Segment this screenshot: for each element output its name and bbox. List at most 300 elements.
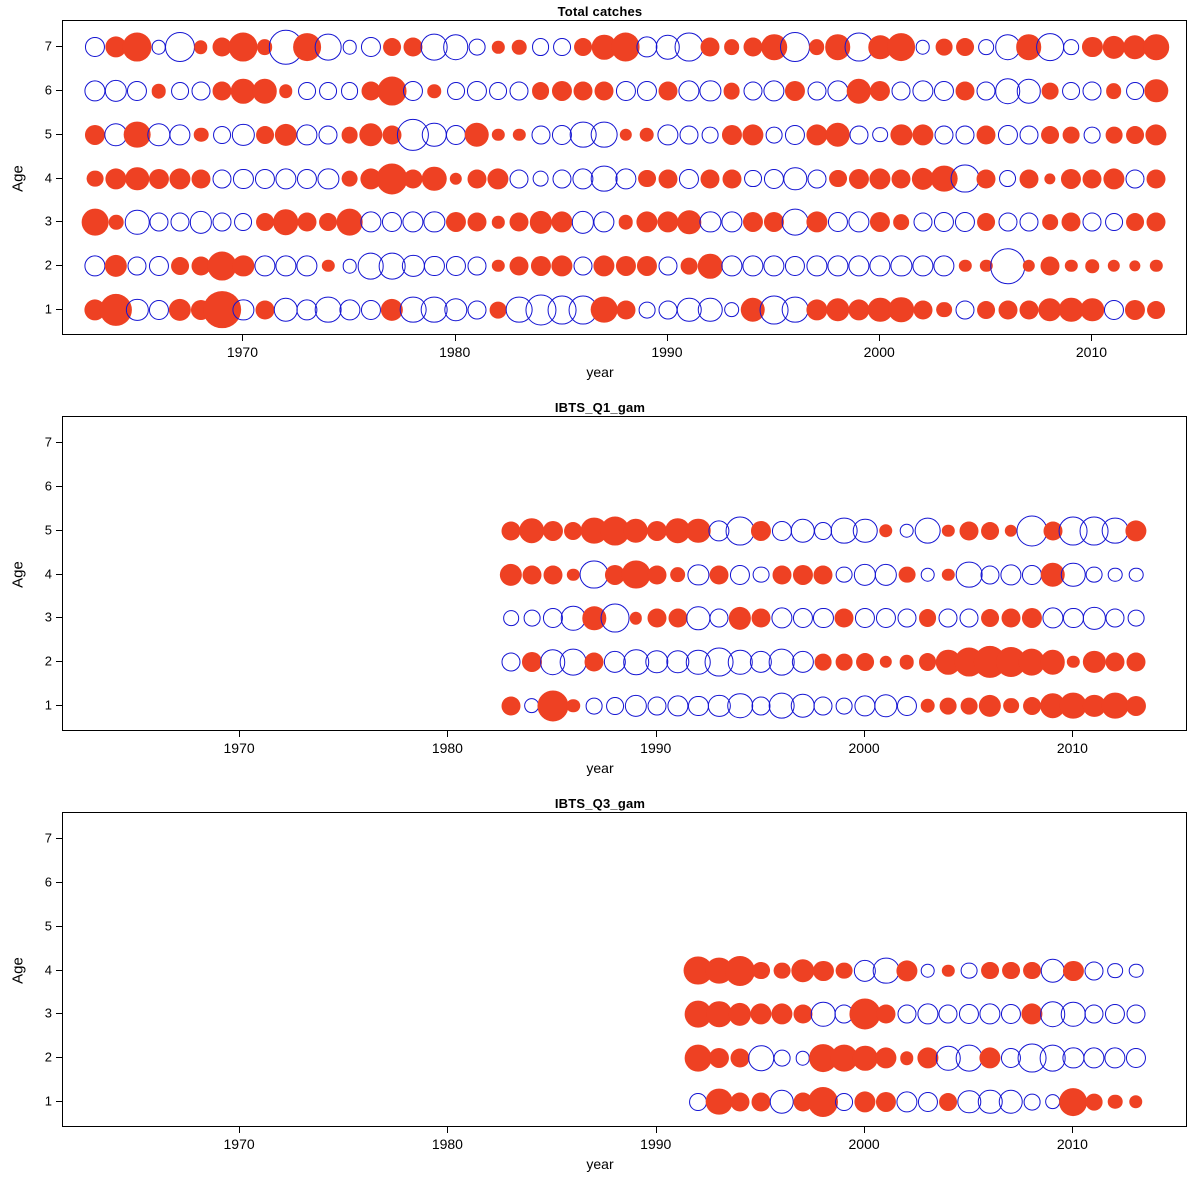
x-tick-label: 1990 <box>651 344 683 360</box>
residual-bubble <box>591 121 618 148</box>
residual-bubble <box>585 653 604 672</box>
residual-bubble <box>512 40 527 55</box>
residual-bubble <box>574 38 592 56</box>
residual-bubble <box>171 257 189 275</box>
residual-bubble <box>827 255 848 276</box>
residual-bubble <box>1086 259 1100 273</box>
residual-bubble <box>1063 608 1083 628</box>
residual-bubble <box>647 696 666 715</box>
x-tick-mark <box>879 335 880 341</box>
residual-bubble <box>1042 83 1059 100</box>
residual-bubble <box>1019 169 1038 188</box>
y-tick-label: 4 <box>44 962 52 977</box>
residual-bubble <box>194 127 209 142</box>
residual-bubble <box>467 300 486 319</box>
y-tick-label: 7 <box>44 830 52 846</box>
residual-bubble <box>594 212 615 233</box>
residual-bubble <box>1129 260 1140 271</box>
residual-bubble <box>870 212 890 232</box>
residual-bubble <box>934 81 954 101</box>
residual-bubble <box>553 38 571 56</box>
residual-bubble <box>811 1002 836 1027</box>
y-tick-label: 6 <box>44 82 52 98</box>
residual-bubble <box>920 698 935 713</box>
residual-bubble <box>981 565 1000 584</box>
residual-bubble <box>359 123 382 146</box>
residual-bubble <box>1041 126 1059 144</box>
residual-bubble <box>1126 1048 1146 1068</box>
residual-bubble <box>342 40 357 55</box>
residual-bubble <box>318 168 339 189</box>
residual-bubble <box>933 255 954 276</box>
residual-bubble <box>298 82 316 100</box>
residual-bubble <box>446 212 466 232</box>
residual-bubble <box>537 690 568 721</box>
panel-ibts-q3-gam <box>0 792 1200 1187</box>
residual-bubble <box>876 1005 895 1024</box>
residual-bubble <box>501 653 520 672</box>
residual-bubble <box>875 1047 896 1068</box>
x-tick-label: 1990 <box>640 740 672 756</box>
residual-bubble <box>912 124 933 145</box>
residual-bubble <box>361 300 381 320</box>
residual-bubble <box>806 212 827 233</box>
residual-bubble <box>1061 1002 1086 1027</box>
residual-bubble <box>552 169 571 188</box>
x-tick-label: 2010 <box>1056 740 1088 756</box>
residual-bubble <box>1083 607 1105 629</box>
residual-bubble <box>465 123 490 148</box>
residual-bubble <box>1147 301 1165 319</box>
residual-bubble <box>688 564 709 585</box>
residual-bubble <box>275 124 297 146</box>
residual-bubble <box>998 300 1017 319</box>
residual-bubble <box>510 257 529 276</box>
residual-bubble <box>322 260 334 272</box>
residual-bubble <box>892 82 911 101</box>
residual-bubble <box>795 1051 810 1066</box>
residual-bubble <box>870 168 891 189</box>
residual-bubble <box>621 560 650 589</box>
residual-bubble <box>1104 300 1124 320</box>
residual-bubble <box>979 695 1001 717</box>
residual-bubble <box>1023 1093 1040 1110</box>
residual-bubble <box>1084 126 1101 143</box>
residual-bubble <box>360 212 381 233</box>
residual-bubble <box>710 609 729 628</box>
residual-bubble <box>689 1093 707 1111</box>
x-tick-mark <box>864 731 865 737</box>
y-tick-mark <box>56 661 62 662</box>
residual-bubble <box>591 296 618 323</box>
residual-bubble <box>872 127 888 143</box>
x-tick-mark <box>667 335 668 341</box>
y-tick-mark <box>56 1013 62 1014</box>
residual-bubble <box>1022 608 1042 628</box>
residual-bubble <box>771 1004 792 1025</box>
y-tick-mark <box>56 882 62 883</box>
residual-bubble <box>1022 564 1042 584</box>
residual-bubble <box>84 80 105 101</box>
residual-bubble <box>84 255 105 276</box>
x-tick-mark <box>242 335 243 341</box>
residual-bubble <box>730 564 750 584</box>
residual-bubble <box>1129 567 1144 582</box>
residual-bubble <box>900 1051 914 1065</box>
residual-bubble <box>637 256 657 276</box>
residual-bubble <box>743 82 762 101</box>
residual-bubble <box>123 33 152 62</box>
residual-bubble <box>806 299 827 320</box>
residual-bubble <box>501 521 520 540</box>
residual-bubble <box>1083 82 1102 101</box>
residual-bubble <box>315 296 342 323</box>
panel-ibts-q1-gam <box>0 396 1200 786</box>
residual-bubble <box>1023 260 1035 272</box>
residual-bubble <box>341 170 358 187</box>
residual-bubble <box>1019 125 1038 144</box>
residual-bubble <box>147 123 170 146</box>
residual-bubble <box>731 1092 750 1111</box>
residual-bubble <box>729 607 751 629</box>
residual-bubble <box>793 608 813 628</box>
y-tick-label: 1 <box>44 1093 52 1109</box>
residual-bubble <box>748 1045 774 1071</box>
residual-bubble <box>1107 963 1123 979</box>
residual-bubble <box>488 168 509 189</box>
panel-total-catches <box>0 0 1200 390</box>
residual-bubble <box>342 259 357 274</box>
residual-bubble <box>891 255 912 276</box>
residual-bubble <box>827 80 848 101</box>
residual-bubble <box>1108 1094 1123 1109</box>
residual-bubble <box>942 525 954 537</box>
residual-bubble <box>319 82 337 100</box>
residual-bubble <box>913 213 932 232</box>
residual-bubble <box>914 517 941 544</box>
residual-bubble <box>853 1046 878 1071</box>
residual-bubble <box>543 521 563 541</box>
residual-bubble <box>1002 962 1020 980</box>
residual-bubble <box>279 84 293 98</box>
residual-bubble <box>1128 610 1145 627</box>
residual-bubble <box>428 84 442 98</box>
residual-bubble <box>793 1005 812 1024</box>
residual-bubble <box>854 1091 875 1112</box>
y-tick-label: 7 <box>44 434 52 450</box>
residual-bubble <box>1083 169 1102 188</box>
residual-bubble <box>896 960 917 981</box>
residual-bubble <box>639 127 654 142</box>
residual-bubble <box>532 82 550 100</box>
residual-bubble <box>934 125 953 144</box>
residual-bubble <box>551 255 572 276</box>
residual-bubble <box>939 1093 957 1111</box>
residual-bubble <box>836 697 853 714</box>
residual-bubble <box>594 255 615 276</box>
residual-bubble <box>853 519 878 544</box>
residual-bubble <box>790 694 815 719</box>
residual-bubble <box>751 521 771 541</box>
residual-bubble <box>297 168 317 188</box>
x-tick-label: 1980 <box>431 740 463 756</box>
residual-bubble <box>85 37 105 57</box>
residual-bubble <box>361 37 381 57</box>
residual-bubble <box>898 566 915 583</box>
residual-bubble <box>813 608 833 628</box>
residual-bubble <box>567 568 579 580</box>
x-tick-label: 2000 <box>863 344 895 360</box>
y-tick-mark <box>56 530 62 531</box>
residual-bubble <box>835 1093 853 1111</box>
residual-bubble <box>519 518 545 544</box>
x-tick-label: 2000 <box>848 1136 880 1152</box>
residual-bubble <box>977 169 996 188</box>
residual-bubble <box>274 298 299 323</box>
residual-bubble <box>807 169 826 188</box>
residual-bubble <box>148 256 168 276</box>
y-tick-mark <box>56 90 62 91</box>
residual-bubble <box>771 608 792 629</box>
y-tick-mark <box>56 46 62 47</box>
residual-bubble <box>1063 39 1079 55</box>
residual-bubble <box>1000 564 1021 585</box>
residual-bubble <box>1082 37 1102 57</box>
residual-bubble <box>1102 692 1129 719</box>
residual-bubble <box>912 255 933 276</box>
residual-bubble <box>297 124 318 145</box>
residual-bubble <box>636 212 657 233</box>
residual-bubble <box>1105 1004 1125 1024</box>
residual-bubble <box>1063 1047 1084 1068</box>
residual-bubble <box>780 32 810 62</box>
y-tick-label: 3 <box>44 609 52 625</box>
residual-bubble <box>492 260 504 272</box>
residual-bubble <box>912 80 933 101</box>
residual-bubble <box>951 164 980 193</box>
residual-bubble <box>721 255 742 276</box>
residual-bubble <box>492 129 504 141</box>
residual-bubble <box>551 212 572 233</box>
residual-bubble <box>1108 567 1123 582</box>
residual-bubble <box>1106 609 1125 628</box>
residual-bubble <box>1126 696 1146 716</box>
residual-bubble <box>606 697 624 715</box>
residual-bubble <box>677 211 700 234</box>
y-axis-label: Age <box>9 957 27 984</box>
residual-bubble <box>751 609 770 628</box>
residual-bubble <box>647 609 666 628</box>
residual-bubble <box>298 213 317 232</box>
y-tick-label: 3 <box>44 213 52 229</box>
residual-bubble <box>492 216 504 228</box>
residual-bubble <box>522 565 541 584</box>
residual-bubble <box>1061 562 1086 587</box>
residual-bubble <box>233 255 254 276</box>
residual-bubble <box>899 523 914 538</box>
y-tick-label: 2 <box>44 653 52 669</box>
residual-bubble <box>513 129 525 141</box>
residual-bubble <box>806 255 827 276</box>
residual-bubble <box>543 608 563 628</box>
residual-bubble <box>522 652 542 672</box>
residual-bubble <box>936 302 952 318</box>
residual-bubble <box>685 1045 712 1072</box>
x-axis-label: year <box>586 760 614 776</box>
residual-bubble <box>874 694 897 717</box>
residual-bubble <box>1143 34 1169 60</box>
residual-bubble <box>829 170 847 188</box>
residual-bubble <box>942 964 954 976</box>
residual-bubble <box>86 170 103 187</box>
residual-bubble <box>934 212 954 232</box>
y-tick-label: 5 <box>44 126 52 142</box>
residual-bubble <box>1036 33 1064 61</box>
residual-bubble <box>847 79 872 104</box>
residual-bubble <box>500 563 522 585</box>
residual-bubble <box>1103 168 1124 189</box>
residual-bubble <box>770 1090 795 1115</box>
residual-bubble <box>490 301 507 318</box>
residual-bubble <box>1126 213 1144 231</box>
residual-bubble <box>1103 36 1125 58</box>
residual-bubble <box>1083 651 1105 673</box>
residual-bubble <box>213 126 231 144</box>
residual-bubble <box>814 696 833 715</box>
residual-bubble <box>618 215 633 230</box>
residual-bubble <box>1062 82 1080 100</box>
x-tick-mark <box>864 1127 865 1133</box>
residual-bubble <box>763 255 784 276</box>
residual-bubble <box>791 959 814 982</box>
residual-bubble <box>896 1091 917 1112</box>
residual-bubble <box>560 649 587 676</box>
residual-bubble <box>1081 298 1104 321</box>
panel-title: IBTS_Q3_gam <box>554 796 646 811</box>
residual-bubble <box>879 524 893 538</box>
residual-bubble <box>915 40 930 55</box>
residual-bubble <box>424 212 445 233</box>
residual-bubble <box>232 124 254 146</box>
y-tick-mark <box>56 221 62 222</box>
residual-bubble <box>1045 1094 1061 1110</box>
residual-bubble <box>574 257 593 276</box>
residual-bubble <box>679 168 699 188</box>
residual-bubble <box>194 41 208 55</box>
residual-bubble <box>828 212 848 232</box>
x-tick-label: 1970 <box>226 344 258 360</box>
x-tick-mark <box>447 1127 448 1133</box>
residual-bubble <box>724 302 740 318</box>
residual-bubble <box>999 170 1017 188</box>
residual-bubble <box>1086 1093 1103 1110</box>
y-tick-mark <box>56 442 62 443</box>
y-tick-label: 4 <box>44 566 52 581</box>
residual-bubble <box>85 125 105 145</box>
residual-bubble <box>961 962 978 979</box>
residual-bubble <box>782 209 809 236</box>
residual-bubble <box>615 168 636 189</box>
residual-bubble <box>126 299 148 321</box>
residual-bubble <box>1019 300 1038 319</box>
residual-bubble <box>935 39 952 56</box>
plot-area <box>62 416 1187 731</box>
residual-bubble <box>403 81 423 101</box>
residual-bubble <box>960 609 979 628</box>
residual-bubble <box>956 38 974 56</box>
residual-bubble <box>1104 1047 1125 1068</box>
residual-bubble <box>657 212 678 233</box>
residual-bubble <box>1105 126 1122 143</box>
residual-bubble <box>1001 609 1020 628</box>
residual-bubble <box>378 77 407 106</box>
residual-bubble <box>1085 1005 1104 1024</box>
residual-bubble <box>680 125 699 144</box>
y-tick-mark <box>56 134 62 135</box>
residual-bubble <box>1042 608 1063 629</box>
residual-bubble <box>315 34 342 61</box>
residual-bubble <box>722 169 741 188</box>
residual-bubble <box>981 522 999 540</box>
x-tick-label: 1980 <box>439 344 471 360</box>
residual-bubble <box>1125 520 1146 541</box>
residual-bubble <box>814 522 832 540</box>
residual-bubble <box>532 38 550 56</box>
residual-bubble <box>1041 257 1060 276</box>
x-tick-label: 1970 <box>223 740 255 756</box>
residual-bubble <box>753 566 770 583</box>
y-tick-label: 7 <box>44 38 52 54</box>
y-tick-label: 1 <box>44 697 52 713</box>
x-tick-mark <box>455 335 456 341</box>
residual-bubble <box>467 257 486 276</box>
residual-bubble <box>836 962 853 979</box>
residual-bubble <box>1085 961 1104 980</box>
residual-bubble <box>849 168 869 188</box>
residual-bubble <box>876 608 896 628</box>
residual-bubble <box>151 40 166 55</box>
residual-bubble <box>848 212 869 233</box>
residual-bubble <box>848 299 869 320</box>
residual-bubble <box>1001 1004 1021 1024</box>
residual-bubble <box>1125 300 1145 320</box>
residual-bubble <box>809 39 825 55</box>
residual-bubble <box>990 248 1026 284</box>
residual-bubble <box>807 82 826 101</box>
residual-bubble <box>1126 82 1144 100</box>
residual-bubble <box>920 567 935 582</box>
y-tick-mark <box>56 309 62 310</box>
y-tick-mark <box>56 970 62 971</box>
residual-bubble <box>981 962 999 980</box>
x-tick-mark <box>1091 335 1092 341</box>
residual-bubble <box>531 256 551 276</box>
residual-bubble <box>341 126 358 143</box>
residual-bubble <box>891 124 912 145</box>
residual-bubble <box>742 124 763 145</box>
y-tick-mark <box>56 838 62 839</box>
residual-bubble <box>835 609 854 628</box>
residual-bubble <box>297 255 318 276</box>
residual-bubble <box>1060 1088 1088 1116</box>
x-tick-label: 1970 <box>223 1136 255 1152</box>
residual-bubble <box>1044 173 1055 184</box>
residual-bubble <box>446 256 466 276</box>
residual-bubble <box>105 168 126 189</box>
residual-bubble <box>422 123 447 148</box>
residual-bubble <box>743 212 763 232</box>
y-tick-label: 2 <box>44 1049 52 1065</box>
